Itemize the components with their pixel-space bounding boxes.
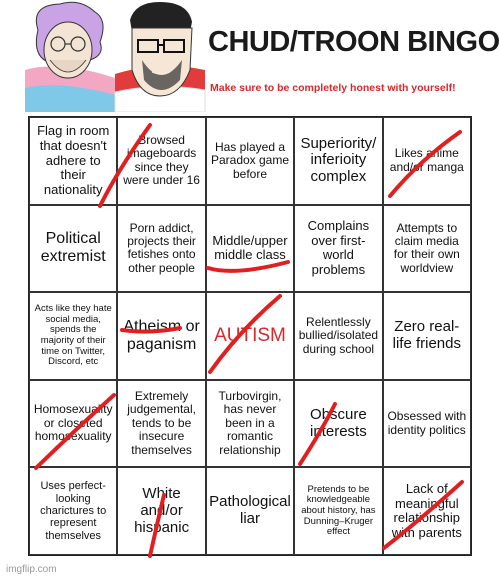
bingo-cell[interactable] [29,205,117,293]
bingo-cell[interactable] [383,117,471,205]
cell-text: Zero real-life friends [392,318,461,352]
cell-text: Turbovirgin, has never been in a romantic relationship [218,389,282,457]
watermark: imgflip.com [6,564,57,575]
bingo-cell[interactable] [383,467,471,555]
bingo-cell[interactable] [294,380,382,468]
cell-text: Superiority/ inferioity complex [300,134,377,186]
cell-text: Has played a Paradox game before [210,139,290,181]
bingo-cell[interactable] [117,467,205,555]
bingo-board [28,116,472,556]
cell-text: Obscure interests [310,405,367,440]
cell-text: Lack of meaningful relationship with parents [391,481,462,540]
avatars [20,0,210,112]
cell-text: Browsed imageboards since they were under 16 [123,132,200,188]
bingo-cell-free[interactable] [206,292,294,380]
cell-text: Obsessed with identity politics [387,409,467,437]
bingo-cell[interactable] [29,467,117,555]
header [0,0,500,112]
cell-text: Pretends to be knowledgeable about history, has Dunning–Kruger effect [301,483,376,538]
cell-text: Complains over first-world problems [307,218,370,277]
bingo-cell[interactable] [29,292,117,380]
bingo-cell[interactable] [117,205,205,293]
cell-text: White and/or hispanic [134,484,190,536]
cell-text: AUTISM [214,325,286,347]
cell-text: Uses perfect-looking charictures to represent themselves [40,480,107,542]
page-subtitle: Make sure to be completely honest with yourself! [210,82,456,94]
cell-text: Middle/upper middle class [212,232,288,263]
cell-text: Political extremist [40,230,106,266]
bingo-cell[interactable] [206,117,294,205]
bingo-cell[interactable] [206,380,294,468]
bingo-cell[interactable] [294,467,382,555]
cell-text: Porn addict, projects their fetishes onto other people [127,220,196,275]
bingo-cell[interactable] [383,292,471,380]
cell-text: Relentlessly bullied/isolated during school [298,314,379,356]
bingo-cell[interactable] [117,117,205,205]
bingo-cell[interactable] [294,117,382,205]
bingo-cell[interactable] [383,380,471,468]
chud-wojak-icon [130,2,192,96]
cell-text: Acts like they hate social media, spends the majority of their time on Twitter, Discord, etc [34,303,112,368]
bingo-cell[interactable] [117,292,205,380]
cell-text: Pathological liar [209,493,291,528]
bingo-cell[interactable] [294,292,382,380]
cell-text: Likes anime and/or manga [389,146,464,174]
cell-text: Flag in room that doesn't adhere to their nationality [37,123,110,197]
bingo-cell[interactable] [206,205,294,293]
cell-text: Extremely judgemental, tends to be insecure themselves [127,389,196,457]
cell-text: Homosexuality or closeted homosexuality [33,402,113,444]
bingo-cell[interactable] [294,205,382,293]
cell-text: Atheism or paganism [123,318,200,353]
page-title: CHUD/TROON BINGO [208,26,500,58]
cell-text: Attempts to claim media for their own worldview [393,220,460,275]
bingo-cell[interactable] [29,117,117,205]
bingo-cell[interactable] [29,380,117,468]
bingo-cell[interactable] [206,467,294,555]
bingo-cell[interactable] [117,380,205,468]
bingo-cell[interactable] [383,205,471,293]
